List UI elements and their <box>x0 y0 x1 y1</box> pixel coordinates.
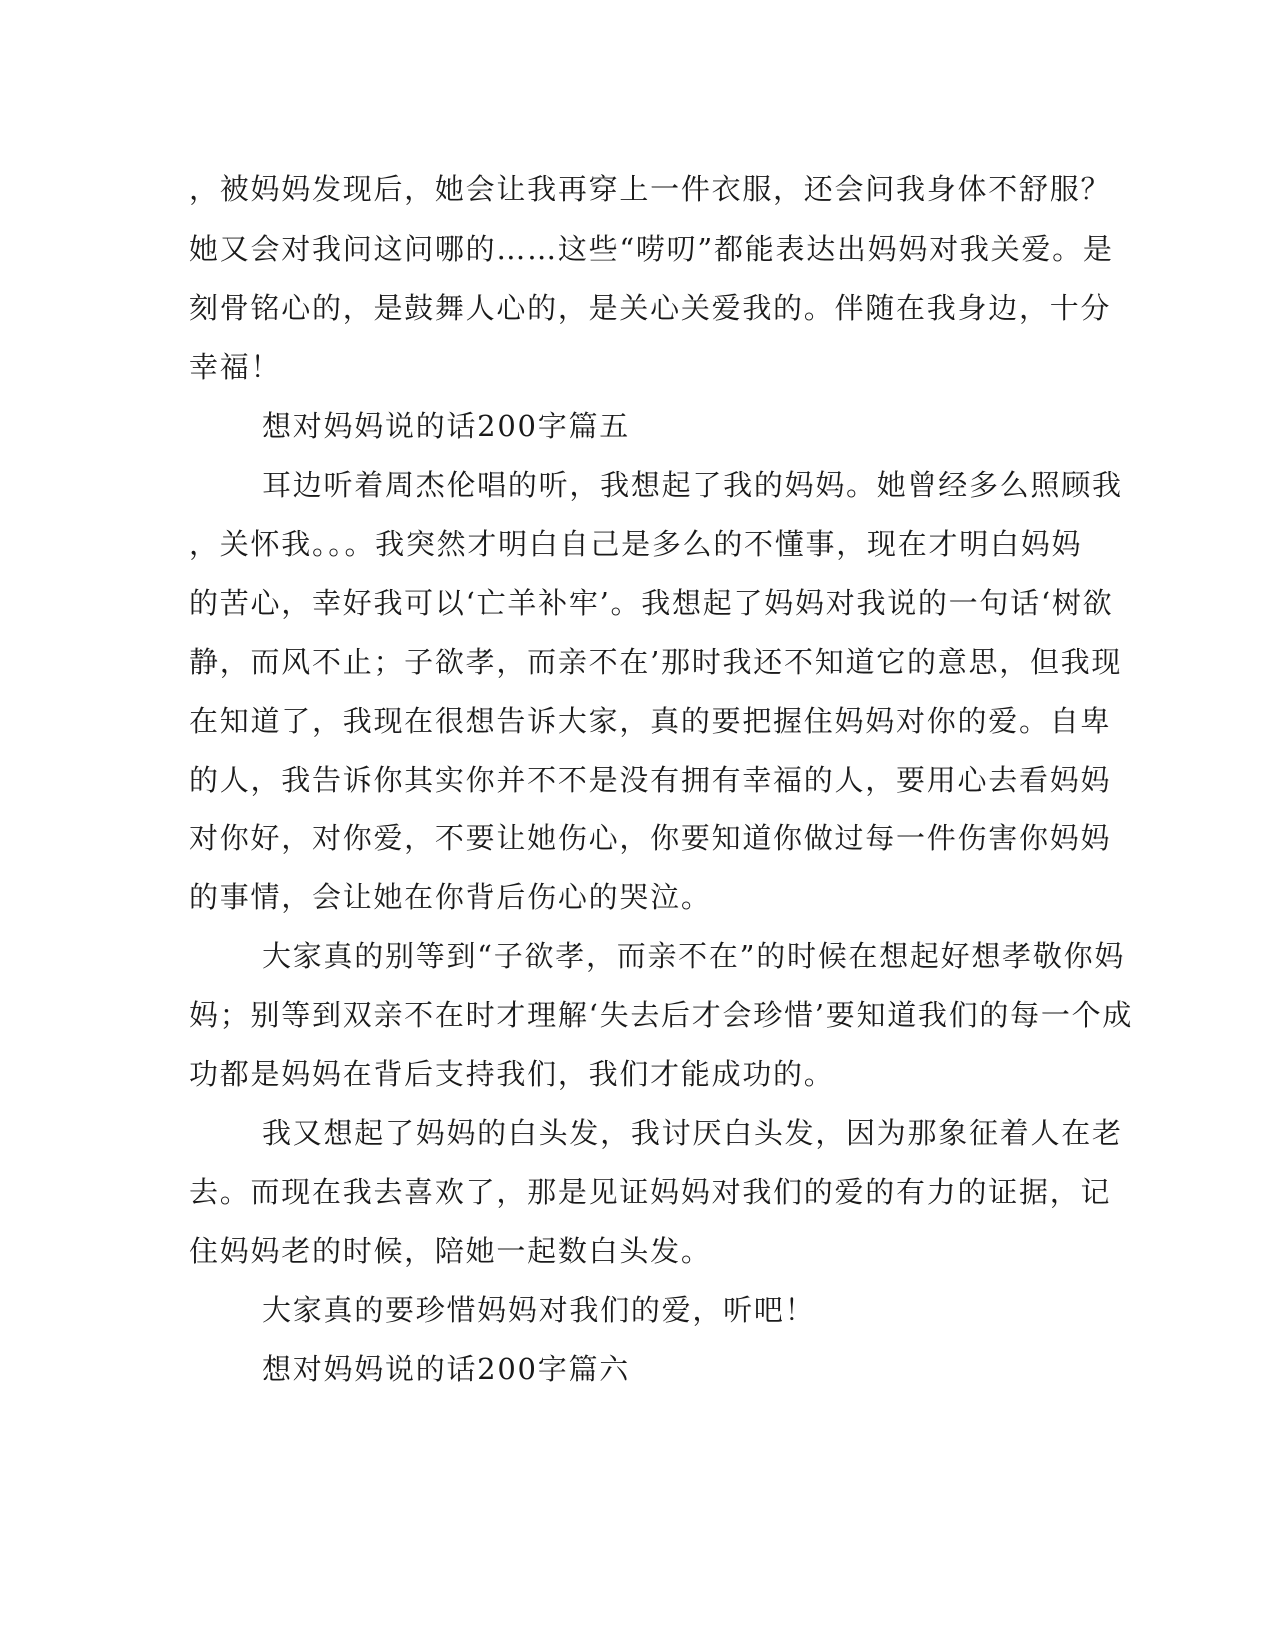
section-heading: 想对妈妈说的话200字篇六 <box>262 1352 630 1386</box>
paragraph-line: 的事情，会让她在你背后伤心的哭泣。 <box>189 880 712 914</box>
paragraph-line: 妈；别等到双亲不在时才理解‘失去后才会珍惜’要知道我们的每一个成 <box>189 998 1134 1032</box>
paragraph-line: 刻骨铭心的，是鼓舞人心的，是关心关爱我的。伴随在我身边，十分 <box>189 291 1112 325</box>
paragraph-line: 功都是妈妈在背后支持我们，我们才能成功的。 <box>189 1057 835 1091</box>
paragraph-line: 耳边听着周杰伦唱的听，我想起了我的妈妈。她曾经多么照顾我 <box>262 468 1123 502</box>
paragraph-line: 去。而现在我去喜欢了，那是见证妈妈对我们的爱的有力的证据，记 <box>189 1175 1112 1209</box>
paragraph-line: 大家真的要珍惜妈妈对我们的爱，听吧！ <box>262 1293 816 1327</box>
paragraph-line: 静，而风不止；子欲孝，而亲不在’那时我还不知道它的意思，但我现 <box>189 645 1123 679</box>
section-heading: 想对妈妈说的话200字篇五 <box>262 409 630 443</box>
paragraph-line: 的苦心，幸好我可以‘亡羊补牢’。我想起了妈妈对我说的一句话‘树欲 <box>189 586 1114 620</box>
paragraph-line: 的人，我告诉你其实你并不不是没有拥有幸福的人，要用心去看妈妈 <box>189 763 1112 797</box>
paragraph-line: 住妈妈老的时候，陪她一起数白头发。 <box>189 1234 712 1268</box>
paragraph-line: 大家真的别等到“子欲孝，而亲不在”的时候在想起好想孝敬你妈 <box>262 939 1126 973</box>
paragraph-line: 她又会对我问这问哪的……这些“唠叨”都能表达出妈妈对我关爱。是 <box>189 232 1114 266</box>
paragraph-line: ，被妈妈发现后，她会让我再穿上一件衣服，还会问我身体不舒服？ <box>189 172 1112 206</box>
paragraph-line: ，关怀我。。。我突然才明白自己是多么的不懂事，现在才明白妈妈 <box>189 527 1083 561</box>
paragraph-line: 在知道了，我现在很想告诉大家，真的要把握住妈妈对你的爱。自卑 <box>189 704 1112 738</box>
paragraph-line: 幸福！ <box>189 350 282 384</box>
paragraph-line: 我又想起了妈妈的白头发，我讨厌白头发，因为那象征着人在老 <box>262 1116 1123 1150</box>
paragraph-line: 对你好，对你爱，不要让她伤心，你要知道你做过每一件伤害你妈妈 <box>189 821 1112 855</box>
